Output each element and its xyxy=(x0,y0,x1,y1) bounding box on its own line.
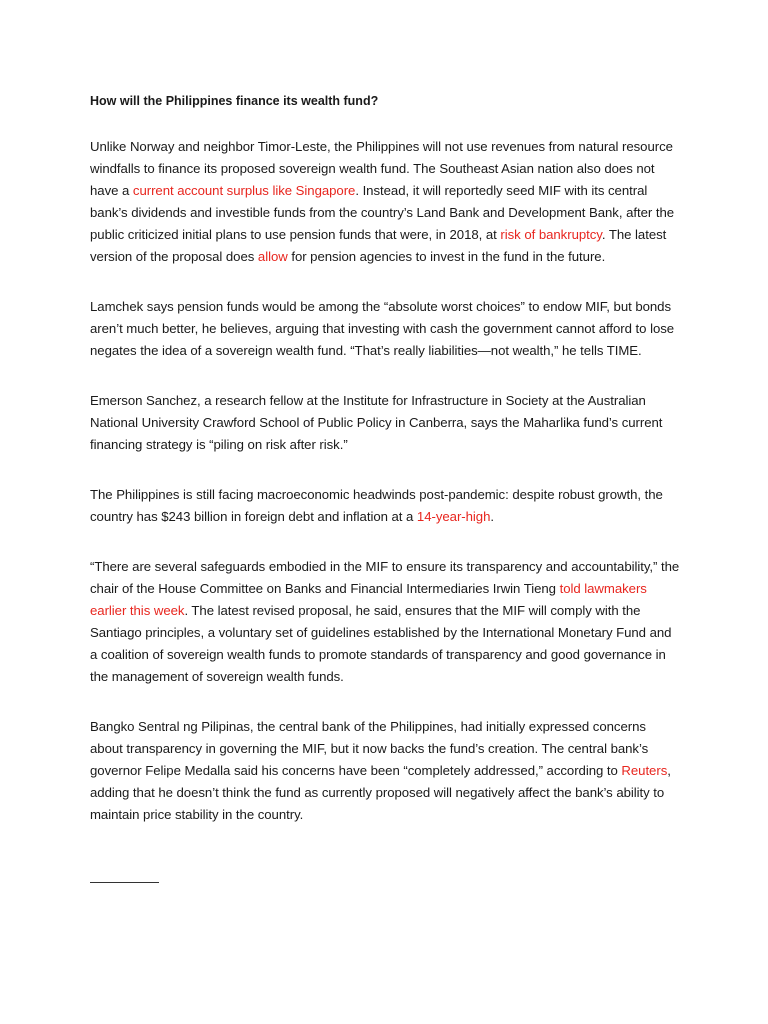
paragraph-text: Bangko Sentral ng Pilipinas, the central bank of the Philippines, had initially expressed concerns about transparency in governing the MIF, but it now backs the fund’s creation. The central bank’s governor Felipe Medalla said his concerns have been “completely addressed,” according to xyxy=(90,719,649,778)
footnote-separator xyxy=(90,882,159,883)
paragraph-text: “There are several safeguards embodied in the MIF to ensure its transparency and accountability,” the chair of the House Committee on Banks and Financial Intermediaries Irwin Tieng xyxy=(90,559,680,596)
link-told-lawmakers[interactable]: told lawmakers earlier this week xyxy=(90,581,647,618)
paragraph-text: . The latest revised proposal, he said, ensures that the MIF will comply with the Santiago principles, a voluntary set of guidelines established by the International Monetary Fund and a coalition of sovereign wealth funds to promote standards of transparency and good governance in the management of sovereign wealth funds. xyxy=(90,603,672,684)
paragraph-text: for pension agencies to invest in the fund in the future. xyxy=(287,249,606,264)
paragraph-financing xyxy=(90,136,680,268)
paragraph-central-bank xyxy=(90,716,680,826)
link-allow[interactable]: allow xyxy=(257,249,288,264)
section-heading: How will the Philippines finance its wealth fund? xyxy=(90,94,379,108)
paragraph-text: . Instead, it will reportedly seed MIF with its central bank’s dividends and investible funds from the country’s Land Bank and Development Bank, after the public criticized initial plans to use pension funds that were, in 2018, at xyxy=(90,183,675,242)
paragraph-headwinds xyxy=(90,484,680,528)
paragraph-safeguards xyxy=(90,556,680,688)
link-14-year-high[interactable]: 14-year-high xyxy=(416,509,491,524)
paragraph-sanchez: Emerson Sanchez, a research fellow at the Institute for Infrastructure in Society at the Australian National University Crawford School of Public Policy in Canberra, says the Maharlika fund’s current financing strategy is “piling on risk after risk.” xyxy=(90,393,663,452)
paragraph-text: . The latest version of the proposal does xyxy=(90,227,667,264)
paragraph-text: The Philippines is still facing macroeconomic headwinds post-pandemic: despite robust growth, the country has $243 billion in foreign debt and inflation at a xyxy=(90,487,663,524)
link-risk-of-bankruptcy[interactable]: risk of bankruptcy xyxy=(500,227,602,242)
paragraph-text: . xyxy=(490,509,494,524)
paragraph-text: Unlike Norway and neighbor Timor-Leste, the Philippines will not use revenues from natural resource windfalls to finance its proposed sovereign wealth fund. The Southeast Asian nation also does not have a xyxy=(90,139,673,198)
paragraph-lamchek: Lamchek says pension funds would be among the “absolute worst choices” to endow MIF, but bonds aren’t much better, he believes, arguing that investing with cash the government cannot afford to lose negates the idea of a sovereign wealth fund. “That’s really liabilities—not wealth,” he tells TIME. xyxy=(90,299,675,358)
link-current-account-surplus[interactable]: current account surplus like Singapore xyxy=(132,183,356,198)
link-reuters[interactable]: Reuters xyxy=(621,763,668,778)
paragraph-text: , adding that he doesn’t think the fund as currently proposed will negatively affect the bank’s ability to maintain price stability in the country. xyxy=(90,763,671,822)
document-page xyxy=(90,92,680,883)
